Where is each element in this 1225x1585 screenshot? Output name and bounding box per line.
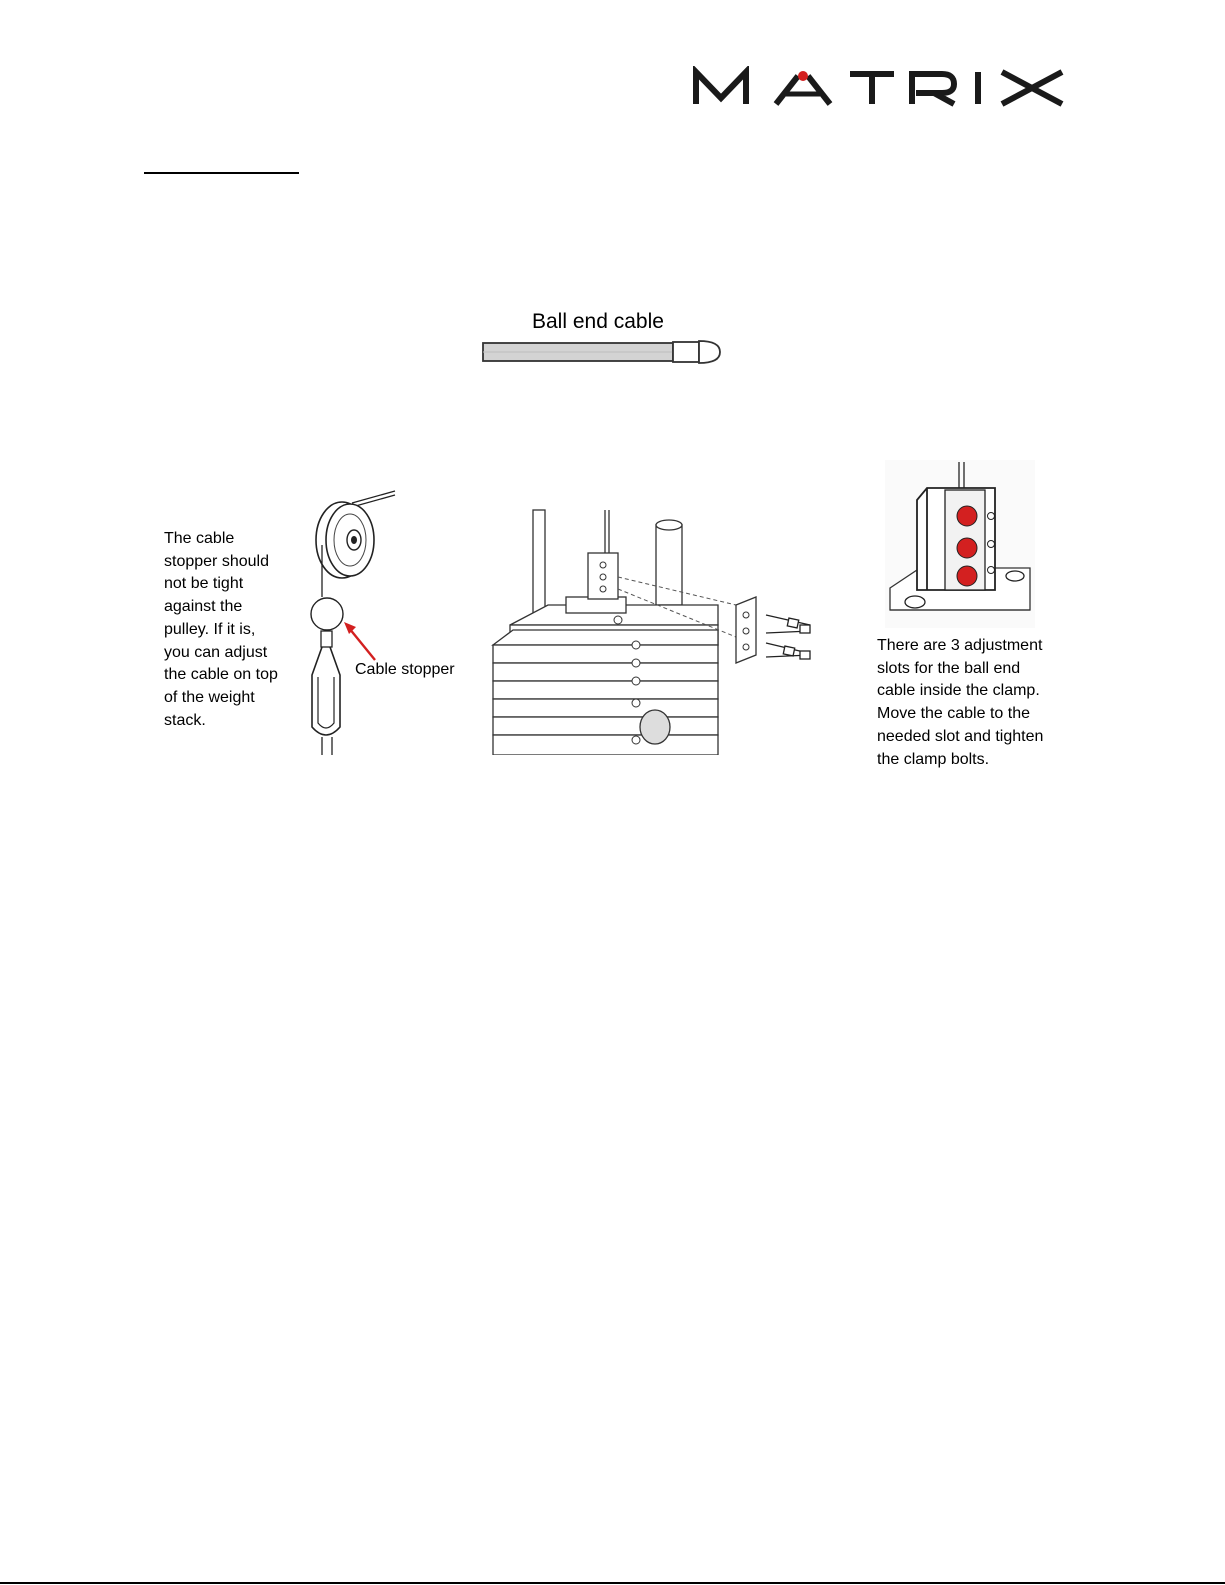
note-line: cable inside the clamp.: [877, 682, 1040, 700]
pulley-illustration: [300, 485, 410, 755]
cable-stopper-label: Cable stopper: [355, 661, 455, 678]
slot-marker: [957, 538, 977, 558]
note-line: Move the cable to the: [877, 705, 1030, 723]
cable-stopper-ball: [311, 598, 343, 630]
note-line: The cable: [164, 530, 235, 547]
note-line: pulley. If it is,: [164, 620, 256, 638]
note-line: you can adjust: [164, 643, 268, 661]
ball-end-cable-illustration: [478, 334, 728, 374]
note-line: against the: [164, 598, 243, 616]
cable-caption: Ball end cable: [532, 310, 664, 333]
note-line: the cable on top: [164, 666, 278, 684]
slot-marker: [957, 506, 977, 526]
note-line: of the weight: [164, 688, 255, 706]
note-line: slots for the ball end: [877, 659, 1021, 677]
note-line: not be tight: [164, 575, 244, 593]
note-line: stopper should: [164, 552, 269, 570]
heading-underline: [144, 172, 299, 174]
note-line: needed slot and tighten: [877, 727, 1044, 745]
clamp-slots-note: [877, 635, 1057, 771]
logo-dot: [798, 71, 808, 81]
clamp-closeup-illustration: [885, 460, 1035, 628]
cable-stopper-note: [164, 528, 299, 732]
note-line: stack.: [164, 711, 206, 729]
page-bottom-rule: [0, 1582, 1225, 1584]
red-arrow-icon: [344, 622, 356, 634]
matrix-logo: [690, 66, 1075, 112]
slot-marker: [957, 566, 977, 586]
note-line: the clamp bolts.: [877, 750, 990, 768]
note-line: There are 3 adjustment: [877, 637, 1043, 654]
weight-stack-illustration: [488, 505, 828, 755]
